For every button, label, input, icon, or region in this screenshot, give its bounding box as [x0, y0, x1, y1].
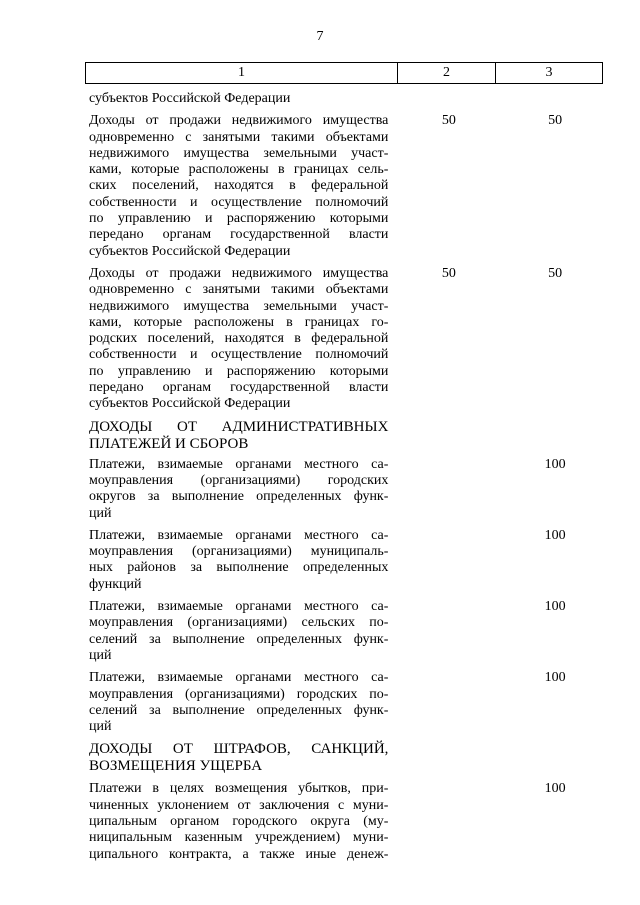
table-row	[89, 781, 609, 862]
value-col-3	[497, 741, 609, 775]
row-description	[89, 599, 388, 664]
description-line: селений за выполнение определенных функ-	[89, 702, 389, 718]
description-line: ций	[89, 719, 112, 735]
value-col-2: 50	[441, 265, 456, 281]
description-line: одновременно с занятыми такими объектами	[89, 282, 389, 298]
value-col-3: 50	[548, 265, 563, 281]
row-description	[89, 91, 388, 107]
value-col-3	[497, 91, 609, 107]
section-heading	[89, 741, 388, 775]
description-line: по управлению и распоряжению которыми	[89, 363, 389, 379]
value-col-2	[388, 528, 497, 593]
value-col-3	[497, 419, 609, 453]
description-line: ками, которые расположены в границах сель-	[89, 162, 389, 178]
table-row	[89, 457, 609, 522]
description-line: ВОЗМЕЩЕНИЯ УЩЕРБА	[89, 758, 263, 775]
header-col-1: 1	[86, 63, 398, 84]
description-line: ций	[89, 505, 112, 521]
description-line: по управлению и распоряжению которыми	[89, 211, 389, 227]
table-row	[89, 113, 609, 260]
description-line: собственности и осуществление полномочий	[89, 347, 389, 363]
value-col-3: 100	[544, 599, 566, 615]
description-line: субъектов Российской Федерации	[89, 396, 291, 412]
description-line: субъектов Российской Федерации	[89, 243, 291, 259]
description-line: селений за выполнение определенных функ-	[89, 631, 389, 647]
description-line: Платежи в целях возмещения убытков, при-	[89, 781, 389, 797]
description-line: Платежи, взимаемые органами местного са-	[89, 670, 389, 686]
description-line: субъектов Российской Федерации	[89, 91, 291, 106]
description-line: ДОХОДЫ ОТ АДМИНИСТРАТИВНЫХ	[89, 418, 389, 435]
description-line: ниципальным казенным учреждением) муни-	[89, 830, 389, 846]
description-line: ципального контракта, а также иные денеж-	[89, 846, 389, 862]
row-description	[89, 528, 388, 593]
value-col-2	[388, 670, 497, 735]
section-heading	[89, 419, 388, 453]
header-col-2: 2	[398, 63, 496, 84]
description-line: Платежи, взимаемые органами местного са-	[89, 599, 389, 615]
table-row	[89, 419, 609, 453]
value-col-3: 50	[548, 113, 563, 129]
table-row	[89, 91, 609, 107]
description-line: ДОХОДЫ ОТ ШТРАФОВ, САНКЦИЙ,	[89, 741, 389, 758]
description-line: ками, которые расположены в границах го-	[89, 314, 389, 330]
description-line: недвижимого имущества земельными участ-	[89, 145, 389, 161]
description-line: моуправления (организациями) муниципаль-	[89, 544, 389, 560]
description-line: ских поселений, находятся в федеральной	[89, 178, 389, 194]
description-line: моуправления (организациями) городских	[89, 472, 389, 488]
description-line: ципальным органом городского округа (му-	[89, 813, 389, 829]
row-description	[89, 670, 388, 735]
value-col-2	[388, 741, 497, 775]
value-col-2	[388, 419, 497, 453]
description-line: чиненных уклонением от заключения с муни-	[89, 797, 389, 813]
description-line: округов за выполнение определенных функ-	[89, 489, 389, 505]
row-description	[89, 781, 388, 862]
description-line: ций	[89, 647, 112, 663]
value-col-2	[388, 457, 497, 522]
value-col-2	[388, 781, 497, 862]
description-line: Платежи, взимаемые органами местного са-	[89, 527, 389, 543]
value-col-3: 100	[544, 670, 566, 686]
description-line: передано органам государственной власти	[89, 227, 389, 243]
description-line: передано органам государственной власти	[89, 380, 389, 396]
description-line: собственности и осуществление полномочий	[89, 194, 389, 210]
description-line: моуправления (организациями) городских по-	[89, 686, 389, 702]
row-description	[89, 457, 388, 522]
description-line: Доходы от продажи недвижимого имущества	[89, 265, 389, 281]
table-row	[89, 741, 609, 775]
table-header	[85, 62, 603, 84]
table-row	[89, 528, 609, 593]
description-line: родских поселений, находятся в федеральной	[89, 331, 389, 347]
description-line: одновременно с занятыми такими объектами	[89, 129, 389, 145]
value-col-2: 50	[441, 113, 456, 129]
description-line: моуправления (организациями) сельских по-	[89, 615, 389, 631]
table-row	[89, 266, 609, 413]
table-row	[89, 599, 609, 664]
row-description	[89, 266, 388, 413]
description-line: Доходы от продажи недвижимого имущества	[89, 113, 389, 129]
value-col-2	[388, 91, 497, 107]
row-description	[89, 113, 388, 260]
description-line: недвижимого имущества земельными участ-	[89, 298, 389, 314]
table-row	[89, 670, 609, 735]
value-col-3: 100	[544, 456, 566, 472]
value-col-3: 100	[544, 781, 566, 797]
description-line: Платежи, взимаемые органами местного са-	[89, 456, 389, 472]
table-body	[89, 85, 609, 863]
value-col-2	[388, 599, 497, 664]
header-col-3: 3	[496, 63, 603, 84]
description-line: функций	[89, 576, 142, 592]
description-line: ПЛАТЕЖЕЙ И СБОРОВ	[89, 435, 249, 452]
value-col-3: 100	[544, 527, 566, 543]
page-number: 7	[316, 29, 324, 44]
description-line: ных районов за выполнение определенных	[89, 560, 389, 576]
